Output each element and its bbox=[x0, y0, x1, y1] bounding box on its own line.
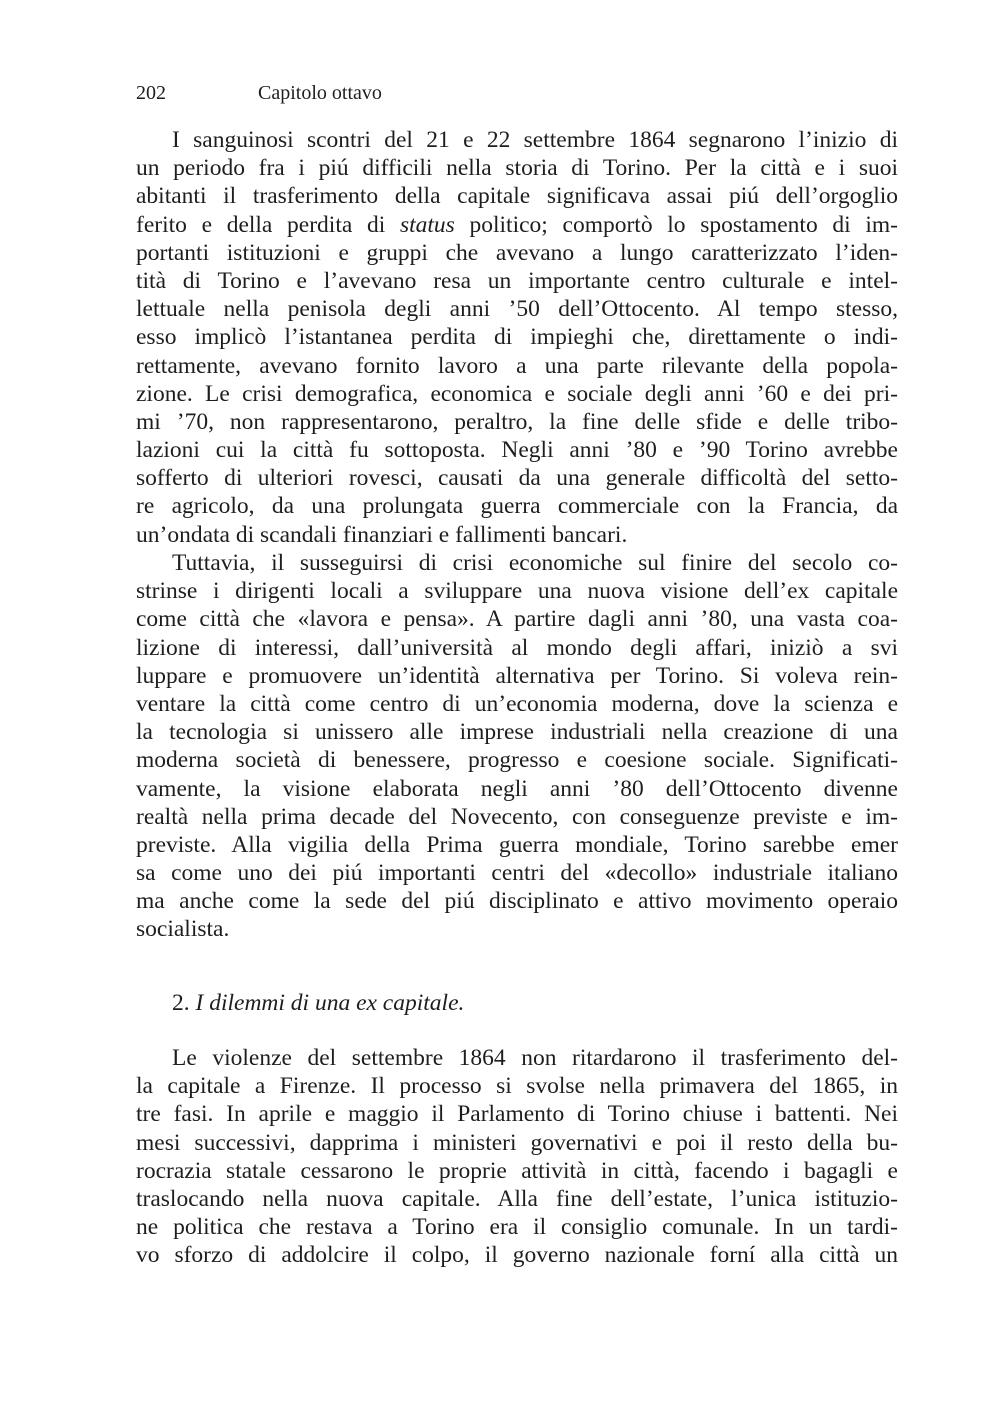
page-number: 202 bbox=[136, 82, 166, 104]
text-line: Tuttavia, il susseguirsi di crisi economiche sul finire del secolo co- bbox=[172, 550, 898, 576]
text-line: mi ’70, non rappresentarono, peraltro, la fine delle sfide e delle tribo- bbox=[136, 408, 898, 435]
text-line: lizione di interessi, dall’università al mondo degli affari, iniziò a svi bbox=[136, 634, 898, 661]
text-fragment: politico; comportò lo spostamento di im- bbox=[469, 211, 898, 238]
text-line: I sanguinosi scontri del 21 e 22 settembre 1864 segnarono l’inizio di bbox=[172, 127, 898, 153]
text-line: lettuale nella penisola degli anni ’50 dell’Ottocento. Al tempo stesso, bbox=[136, 296, 898, 323]
running-head bbox=[136, 80, 382, 106]
section-title: I dilemmi di una ex capitale. bbox=[195, 990, 465, 1016]
section-number: 2. bbox=[172, 990, 190, 1016]
text-fragment: ferito e della perdita di bbox=[136, 211, 386, 238]
text-line: tità di Torino e l’avevano resa un importante centro culturale e intel- bbox=[136, 267, 898, 294]
text-line: luppare e promuovere un’identità alternativa per Torino. Si voleva rein- bbox=[136, 662, 898, 689]
text-line: previste. Alla vigilia della Prima guerra mondiale, Torino sarebbe emer bbox=[136, 831, 898, 858]
text-line: un periodo fra i piú difficili nella storia di Torino. Per la città e i suoi bbox=[136, 155, 898, 182]
text-line: ma anche come la sede del piú disciplinato e attivo movimento operaio bbox=[136, 888, 898, 915]
text-line: strinse i dirigenti locali a sviluppare una nuova visione dell’ex capitale bbox=[136, 578, 898, 605]
text-line: ne politica che restava a Torino era il consiglio comunale. In un tardi- bbox=[136, 1214, 898, 1241]
text-line: realtà nella prima decade del Novecento, con conseguenze previste e im- bbox=[136, 803, 898, 830]
text-line: la capitale a Firenze. Il processo si svolse nella primavera del 1865, in bbox=[136, 1073, 898, 1100]
paragraph-3 bbox=[136, 1044, 898, 1270]
paragraph-1 bbox=[136, 126, 898, 549]
text-line: un’ondata di scandali finanziari e fallimenti bancari. bbox=[136, 521, 628, 548]
text-line: lazioni cui la città fu sottoposta. Negli anni ’80 e ’90 Torino avrebbe bbox=[136, 437, 898, 464]
text-line: mesi successivi, dapprima i ministeri governativi e poi il resto della bu- bbox=[136, 1129, 898, 1156]
text-line: vamente, la visione elaborata negli anni ’80 dell’Ottocento divenne bbox=[136, 775, 898, 802]
text-line: esso implicò l’istantanea perdita di impieghi che, direttamente o indi- bbox=[136, 324, 898, 351]
text-line: sa come uno dei piú importanti centri del «decollo» industriale italiano bbox=[136, 860, 898, 887]
text-line: vo sforzo di addolcire il colpo, il governo nazionale forní alla città un bbox=[136, 1242, 898, 1269]
paragraph-2 bbox=[136, 549, 898, 944]
text-line: moderna società di benessere, progresso e coesione sociale. Significati- bbox=[136, 747, 898, 774]
text-line: la tecnologia si unissero alle imprese industriali nella creazione di una bbox=[136, 719, 898, 746]
text-line: abitanti il trasferimento della capitale significava assai piú dell’orgoglio bbox=[136, 183, 898, 210]
text-line: rocrazia statale cessarono le proprie attività in città, facendo i bagagli e bbox=[136, 1157, 898, 1184]
text-line: tre fasi. In aprile e maggio il Parlamento di Torino chiuse i battenti. Nei bbox=[136, 1101, 898, 1128]
text-line: re agricolo, da una prolungata guerra commerciale con la Francia, da bbox=[136, 493, 898, 520]
text-line-with-italic bbox=[136, 211, 898, 239]
text-line: traslocando nella nuova capitale. Alla fine dell’estate, l’unica istituzio- bbox=[136, 1185, 898, 1212]
text-line: Le violenze del settembre 1864 non ritardarono il trasferimento del- bbox=[172, 1045, 898, 1071]
text-line: portanti istituzioni e gruppi che avevano a lungo caratterizzato l’iden- bbox=[136, 239, 898, 266]
chapter-title: Capitolo ottavo bbox=[258, 82, 382, 104]
italic-term: status bbox=[399, 211, 455, 238]
text-line: rettamente, avevano fornito lavoro a una parte rilevante della popola- bbox=[136, 352, 898, 379]
text-line: socialista. bbox=[136, 916, 230, 943]
text-line: sofferto di ulteriori rovesci, causati da una generale difficoltà del setto- bbox=[136, 465, 898, 492]
text-line: ventare la città come centro di un’economia moderna, dove la scienza e bbox=[136, 690, 898, 717]
text-line: come città che «lavora e pensa». A partire dagli anni ’80, una vasta coa- bbox=[136, 606, 898, 633]
section-heading bbox=[172, 989, 464, 1017]
text-line: zione. Le crisi demografica, economica e sociale degli anni ’60 e dei pri- bbox=[136, 380, 898, 407]
